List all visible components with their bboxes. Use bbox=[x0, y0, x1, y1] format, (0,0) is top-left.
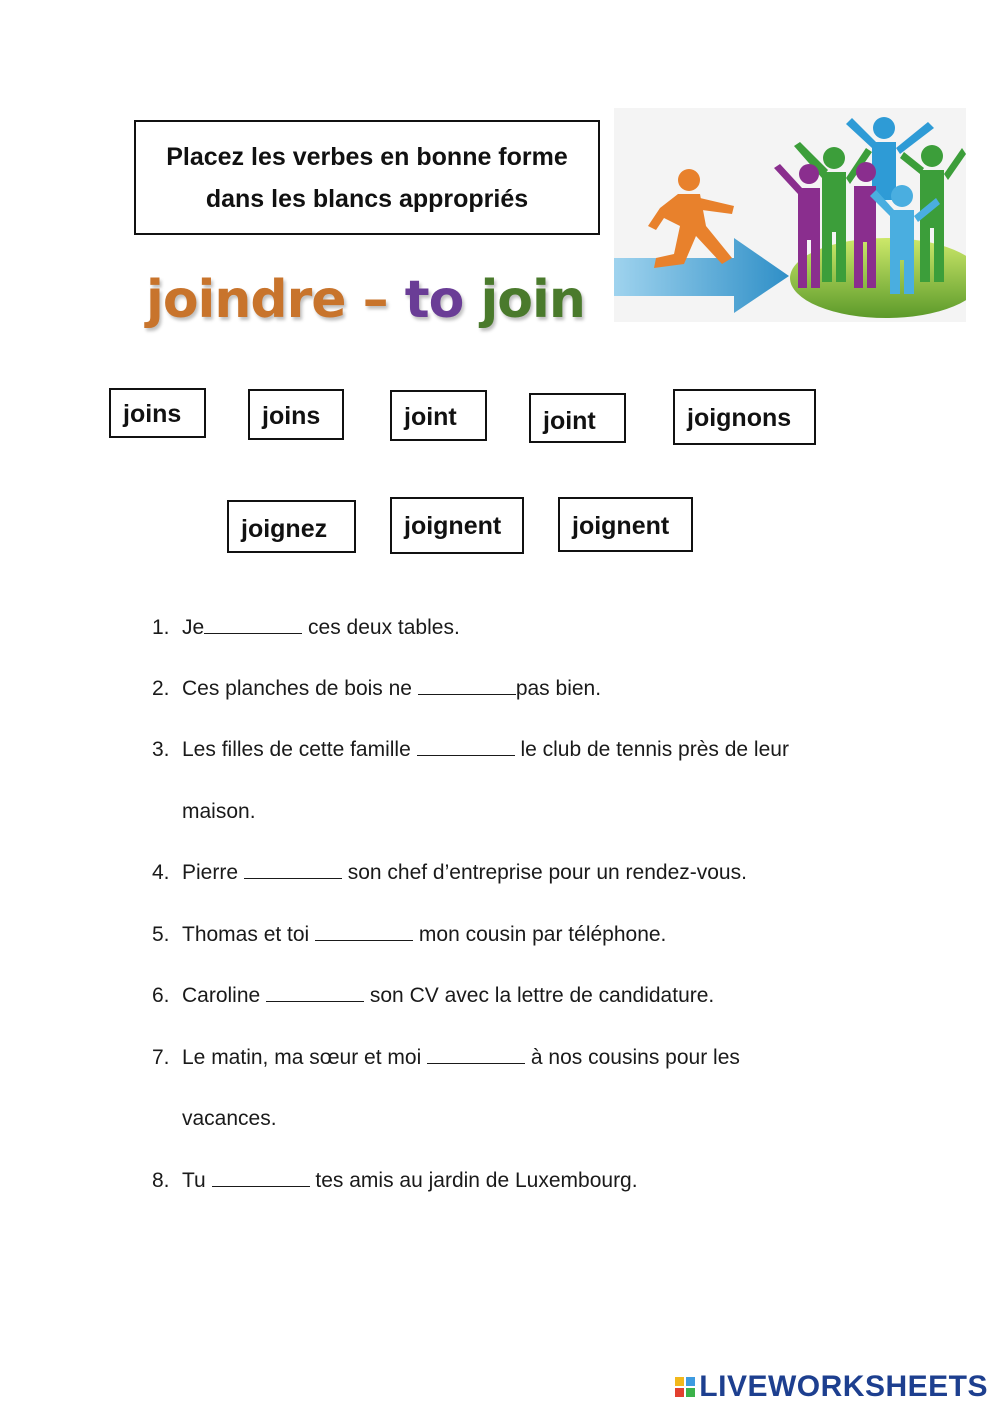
verb-title bbox=[146, 270, 585, 330]
question-text-after: pas bien. bbox=[515, 677, 602, 700]
instructions-box bbox=[134, 120, 600, 235]
question-number: 3. bbox=[152, 738, 170, 761]
word-card-joignez[interactable]: joignez bbox=[227, 500, 356, 553]
question-5 bbox=[152, 921, 666, 949]
instructions-line-2: dans les blancs appropriés bbox=[205, 184, 529, 213]
title-to: to bbox=[404, 270, 464, 330]
title-join: join bbox=[463, 270, 585, 330]
question-3 bbox=[152, 736, 789, 764]
question-text-before: Le matin, ma sœur et moi bbox=[182, 1046, 428, 1069]
instructions-line-1: Placez les verbes en bonne forme bbox=[166, 142, 568, 171]
question-number: 2. bbox=[152, 677, 170, 700]
question-2 bbox=[152, 675, 601, 703]
word-card-joignons[interactable]: joignons bbox=[673, 389, 816, 445]
question-7 bbox=[152, 1044, 740, 1072]
question-7-continuation: vacances. bbox=[182, 1107, 277, 1130]
question-4 bbox=[152, 859, 747, 887]
question-text-before: Je bbox=[182, 616, 205, 639]
question-text-after: le club de tennis près de leur bbox=[514, 738, 789, 761]
question-text-after: à nos cousins pour les bbox=[525, 1046, 740, 1069]
word-card-joint-2[interactable]: joint bbox=[529, 393, 626, 443]
question-number: 1. bbox=[152, 616, 170, 639]
question-number: 6. bbox=[152, 984, 170, 1007]
question-number: 5. bbox=[152, 923, 170, 946]
answer-blank-5[interactable] bbox=[315, 922, 413, 941]
answer-blank-1[interactable] bbox=[204, 615, 302, 634]
word-card-joins-1[interactable]: joins bbox=[109, 388, 206, 438]
question-text-before: Thomas et toi bbox=[182, 923, 316, 946]
title-verb: joindre bbox=[146, 270, 346, 330]
question-number: 4. bbox=[152, 861, 170, 884]
question-6 bbox=[152, 982, 714, 1010]
question-text-after: ces deux tables. bbox=[302, 616, 460, 639]
title-dash: – bbox=[345, 270, 405, 330]
question-text-before: Les filles de cette famille bbox=[182, 738, 417, 761]
question-text-before: Ces planches de bois ne bbox=[182, 677, 418, 700]
question-text-before: Caroline bbox=[182, 984, 267, 1007]
question-text-after: mon cousin par téléphone. bbox=[413, 923, 667, 946]
question-text-after: son CV avec la lettre de candidature. bbox=[364, 984, 715, 1007]
question-8 bbox=[152, 1167, 638, 1195]
question-text-before: Pierre bbox=[182, 861, 244, 884]
liveworksheets-brand bbox=[675, 1370, 988, 1404]
question-text-after: tes amis au jardin de Luxembourg. bbox=[309, 1169, 638, 1192]
answer-blank-4[interactable] bbox=[244, 860, 342, 879]
question-text-before: Tu bbox=[182, 1169, 212, 1192]
answer-blank-2[interactable] bbox=[418, 676, 516, 695]
answer-blank-3[interactable] bbox=[417, 737, 515, 756]
question-number: 7. bbox=[152, 1046, 170, 1069]
question-3-continuation: maison. bbox=[182, 800, 256, 823]
answer-blank-7[interactable] bbox=[427, 1045, 525, 1064]
word-card-joignent-1[interactable]: joignent bbox=[390, 497, 524, 554]
liveworksheets-logo-icon bbox=[675, 1377, 695, 1397]
answer-blank-8[interactable] bbox=[212, 1168, 310, 1187]
question-text-after: son chef d’entreprise pour un rendez-vous. bbox=[341, 861, 747, 884]
question-1 bbox=[152, 614, 460, 642]
joining-group-illustration bbox=[614, 108, 966, 322]
word-card-joint-1[interactable]: joint bbox=[390, 390, 487, 441]
brand-name: LIVEWORKSHEETS bbox=[699, 1370, 988, 1403]
answer-blank-6[interactable] bbox=[266, 983, 364, 1002]
word-card-joignent-2[interactable]: joignent bbox=[558, 497, 693, 552]
word-card-joins-2[interactable]: joins bbox=[248, 389, 344, 440]
question-number: 8. bbox=[152, 1169, 170, 1192]
